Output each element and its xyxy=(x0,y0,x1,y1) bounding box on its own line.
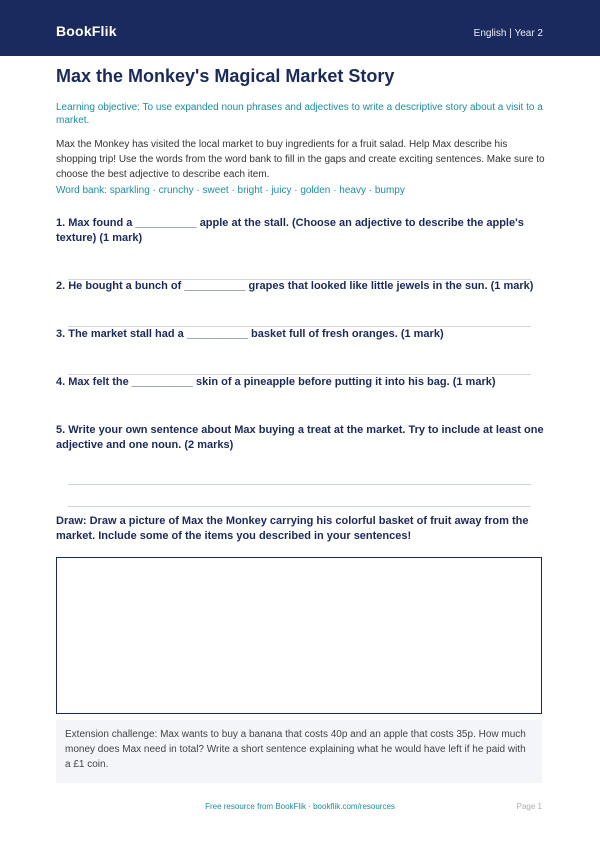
question-3: 3. The market stall had a __________ basket full of fresh oranges. (1 mark) xyxy=(56,328,444,340)
page-header xyxy=(0,0,600,56)
extension-challenge: Extension challenge: Max wants to buy a banana that costs 40p and an apple that costs 35p. How much money does Max need in total? Write a short sentence explaining what he would have left if he paid with a £1 coin. xyxy=(56,720,542,783)
question-2: 2. He bought a bunch of __________ grapes that looked like little jewels in the sun. (1 mark) xyxy=(56,280,534,292)
footer-credit: Free resource from BookFlik · bookflik.com/resources xyxy=(205,802,395,811)
word-bank: Word bank: sparkling · crunchy · sweet · bright · juicy · golden · heavy · bumpy xyxy=(56,185,405,196)
question-1: 1. Max found a __________ apple at the stall. (Choose an adjective to describe the apple's texture) (1 mark) xyxy=(56,217,524,244)
subject-label: English | Year 2 xyxy=(473,28,543,39)
question-5: 5. Write your own sentence about Max buying a treat at the market. Try to include at least one adjective and one noun. (2 marks) xyxy=(56,424,544,451)
draw-prompt: Draw: Draw a picture of Max the Monkey carrying his colorful basket of fruit away from the market. Include some of the items you described in your sentences! xyxy=(56,515,529,542)
intro-paragraph: Max the Monkey has visited the local market to buy ingredients for a fruit salad. Help Max describe his shopping trip! Use the words from the word bank to fill in the gaps and create exciting sentences. Make sure to choose the best adjective to describe each item. xyxy=(56,139,545,180)
page-title: Max the Monkey's Magical Market Story xyxy=(56,66,395,86)
answer-line-5a[interactable] xyxy=(68,484,531,485)
drawing-area[interactable] xyxy=(56,557,542,714)
question-4: 4. Max felt the __________ skin of a pineapple before putting it into his bag. (1 mark) xyxy=(56,376,496,388)
page-number: Page 1 xyxy=(516,802,542,811)
answer-line-5b[interactable] xyxy=(68,506,531,507)
learning-objective: Learning objective: To use expanded noun phrases and adjectives to write a descriptive story about a visit to a market. xyxy=(56,102,543,126)
brand-logo: BookFlik xyxy=(56,23,117,39)
